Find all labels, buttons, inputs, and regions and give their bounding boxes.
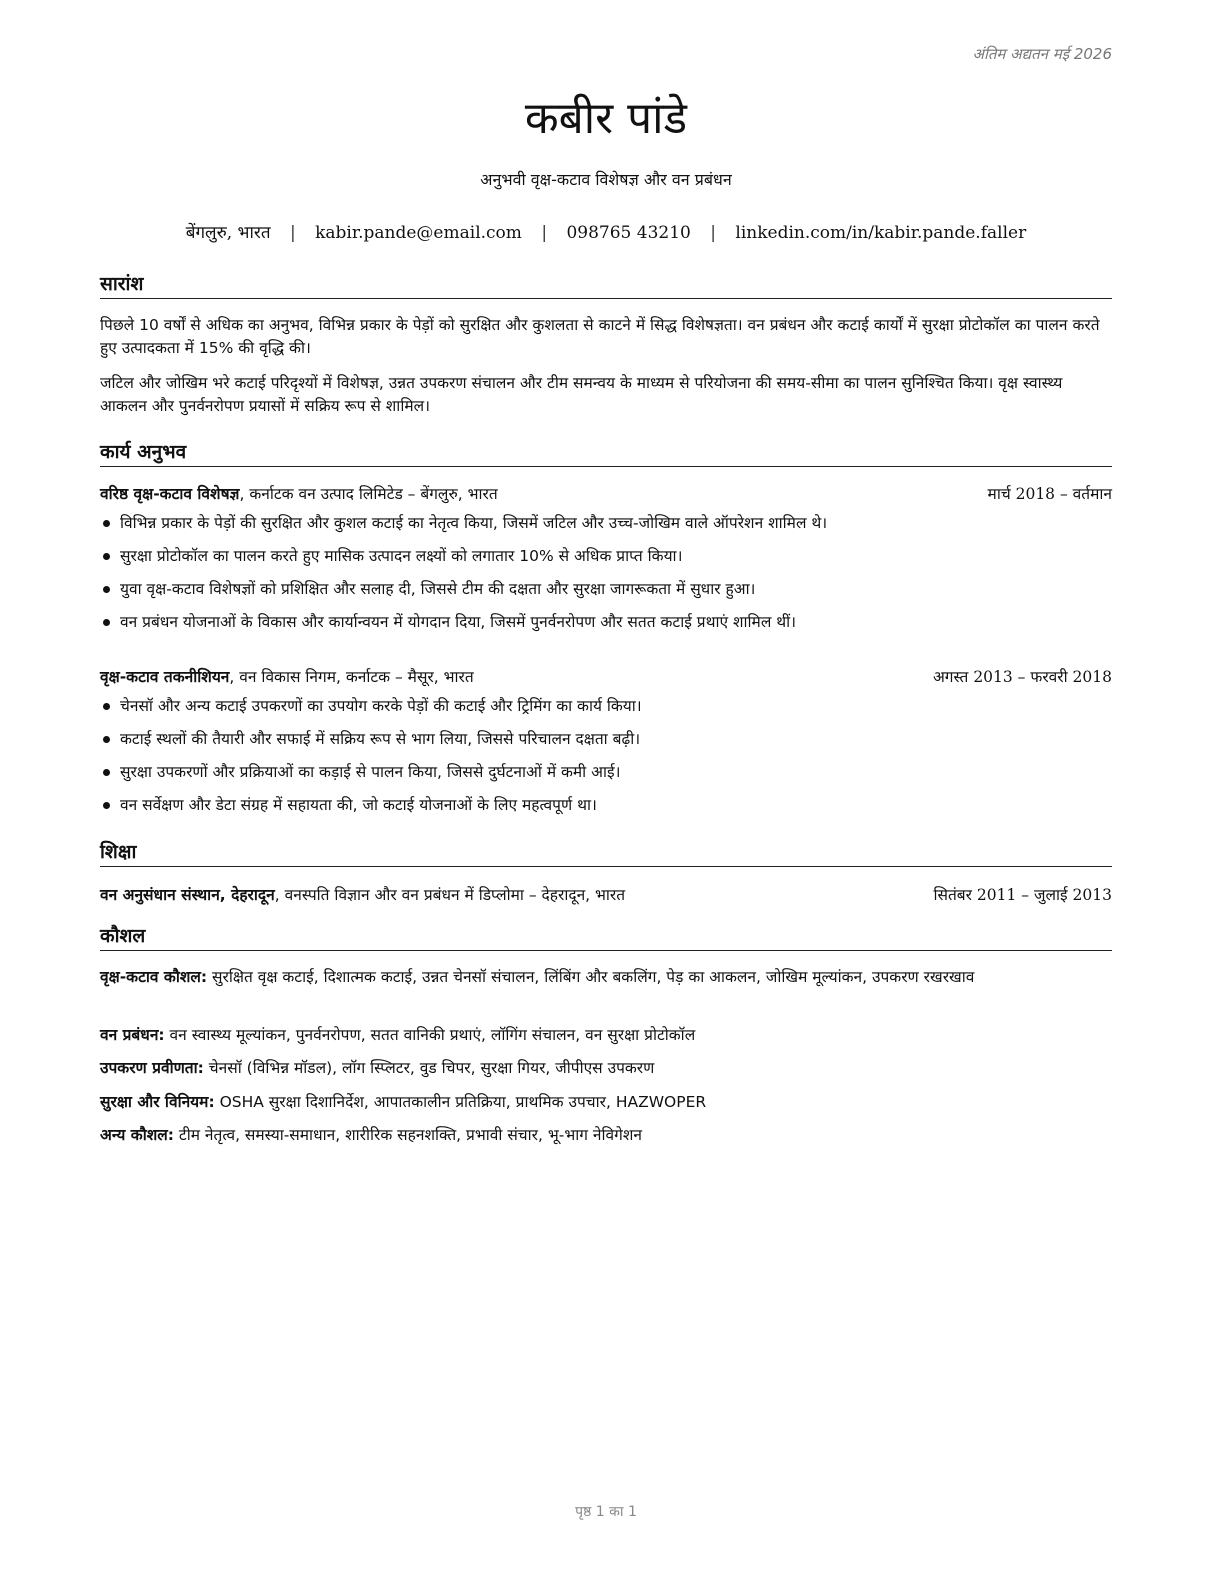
- bullet-text: कटाई स्थलों की तैयारी और सफाई में सक्रिय रूप से भाग लिया, जिससे परिचालन दक्षता बढ़ी।: [120, 730, 641, 748]
- skill-line: [100, 1057, 1112, 1080]
- education-institution: वन अनुसंधान संस्थान, देहरादून: [100, 886, 275, 904]
- bullet-text: वन प्रबंधन योजनाओं के विकास और कार्यान्वयन में योगदान दिया, जिसमें पुनर्वनरोपण और सतत कटाई प्रथाएं शामिल थीं।: [120, 613, 797, 631]
- job-role: वृक्ष-कटाव तकनीशियन: [100, 668, 230, 686]
- candidate-name: कबीर पांडे: [524, 93, 688, 144]
- skill-label: वन प्रबंधन:: [100, 1026, 165, 1044]
- bullet-text: विभिन्न प्रकार के पेड़ों की सुरक्षित और कुशल कटाई का नेतृत्व किया, जिसमें जटिल और उच्च-जोखिम वाले ऑपरेशन शामिल थे।: [120, 514, 828, 532]
- list-item: [100, 544, 1112, 577]
- bullet-text: सुरक्षा उपकरणों और प्रक्रियाओं का कड़ाई से पालन किया, जिससे दुर्घटनाओं में कमी आई।: [120, 763, 621, 781]
- list-item: [100, 577, 1112, 610]
- skill-value: वन स्वास्थ्य मूल्यांकन, पुनर्वनरोपण, सतत वानिकी प्रथाएं, लॉगिंग संचालन, वन सुरक्षा प्रोटोकॉल: [164, 1026, 696, 1044]
- skill-line: [100, 1124, 1112, 1147]
- list-item: [100, 727, 1112, 760]
- contact-email[interactable]: kabir.pande@email.com: [315, 223, 522, 243]
- contact-separator: |: [710, 223, 716, 243]
- bullet-icon: [103, 553, 110, 560]
- list-item: [100, 694, 1112, 727]
- skill-label: सुरक्षा और विनियम:: [100, 1093, 215, 1111]
- job-header: [100, 482, 1112, 506]
- contact-phone: 098765 43210: [566, 223, 691, 243]
- skill-line: [100, 1091, 1112, 1114]
- job-header: [100, 665, 1112, 689]
- bullet-icon: [103, 703, 110, 710]
- skill-line: [100, 966, 1112, 989]
- skill-value: टीम नेतृत्व, समस्या-समाधान, शारीरिक सहनशक्ति, प्रभावी संचार, भू-भाग नेविगेशन: [173, 1126, 643, 1144]
- last-updated: अंतिम अद्यतन मई 2026: [972, 45, 1112, 63]
- education-heading: शिक्षा: [100, 838, 1112, 867]
- job-organization: , कर्नाटक वन उत्पाद लिमिटेड – बेंगलुरु, भारत: [239, 485, 498, 503]
- summary-paragraph-2: जटिल और जोखिम भरे कटाई परिदृश्यों में विशेषज्ञ, उन्नत उपकरण संचालन और टीम समन्वय के माध्यम से परियोजना की समय-सीमा का पालन सुनिश्चित किया। वृक्ष स्वास्थ्य आकलन और पुनर्वनरोपण प्रयासों में सक्रिय रूप से शामिल।: [100, 374, 1063, 415]
- bullet-icon: [103, 586, 110, 593]
- skills-heading: कौशल: [100, 922, 1112, 951]
- contact-linkedin[interactable]: linkedin.com/in/kabir.pande.faller: [735, 223, 1027, 243]
- contact-line: [100, 220, 1112, 243]
- skill-line: [100, 1024, 1112, 1047]
- skill-label: अन्य कौशल:: [100, 1126, 174, 1144]
- summary-heading: सारांश: [100, 270, 1112, 299]
- job-bullets: [100, 511, 1112, 643]
- job-organization: , वन विकास निगम, कर्नाटक – मैसूर, भारत: [229, 668, 474, 686]
- summary-paragraph-1: पिछले 10 वर्षों से अधिक का अनुभव, विभिन्न प्रकार के पेड़ों को सुरक्षित और कुशलता से काटने में सिद्ध विशेषज्ञता। वन प्रबंधन और कटाई कार्यों में सुरक्षा प्रोटोकॉल का पालन करते हुए उत्पादकता में 15% की वृद्धि की।: [100, 316, 1100, 357]
- job-bullets: [100, 694, 1112, 826]
- bullet-icon: [103, 802, 110, 809]
- experience-heading: कार्य अनुभव: [100, 438, 1112, 467]
- page-number: पृष्ठ 1 का 1: [575, 1504, 637, 1520]
- bullet-icon: [103, 769, 110, 776]
- list-item: [100, 511, 1112, 544]
- skill-value: चेनसॉ (विभिन्न मॉडल), लॉग स्प्लिटर, वुड चिपर, सुरक्षा गियर, जीपीएस उपकरण: [203, 1059, 655, 1077]
- education-dates: सितंबर 2011 – जुलाई 2013: [933, 886, 1112, 904]
- bullet-icon: [103, 520, 110, 527]
- job-role: वरिष्ठ वृक्ष-कटाव विशेषज्ञ: [100, 485, 240, 503]
- bullet-text: चेनसॉ और अन्य कटाई उपकरणों का उपयोग करके पेड़ों की कटाई और ट्रिमिंग का कार्य किया।: [120, 697, 642, 715]
- list-item: [100, 760, 1112, 793]
- contact-location: बेंगलुरु, भारत: [185, 223, 271, 243]
- job-dates: मार्च 2018 – वर्तमान: [987, 485, 1112, 503]
- bullet-icon: [103, 736, 110, 743]
- education-program: , वनस्पति विज्ञान और वन प्रबंधन में डिप्लोमा – देहरादून, भारत: [274, 886, 626, 904]
- skill-label: उपकरण प्रवीणता:: [100, 1059, 204, 1077]
- list-item: [100, 610, 1112, 643]
- contact-separator: |: [541, 223, 548, 243]
- job-dates: अगस्त 2013 – फरवरी 2018: [932, 668, 1112, 686]
- skill-value: सुरक्षित वृक्ष कटाई, दिशात्मक कटाई, उन्नत चेनसॉ संचालन, लिंबिंग और बकलिंग, पेड़ का आकलन, जोखिम मूल्यांकन, उपकरण रखरखाव: [207, 968, 975, 986]
- list-item: [100, 793, 1112, 826]
- bullet-text: युवा वृक्ष-कटाव विशेषज्ञों को प्रशिक्षित और सलाह दी, जिससे टीम की दक्षता और सुरक्षा जागरूकता में सुधार हुआ।: [120, 580, 756, 598]
- bullet-text: सुरक्षा प्रोटोकॉल का पालन करते हुए मासिक उत्पादन लक्ष्यों को लगातार 10% से अधिक प्राप्त किया।: [120, 547, 683, 565]
- contact-separator: |: [289, 223, 296, 243]
- bullet-text: वन सर्वेक्षण और डेटा संग्रह में सहायता की, जो कटाई योजनाओं के लिए महत्वपूर्ण था।: [120, 796, 597, 814]
- skill-value: OSHA सुरक्षा दिशानिर्देश, आपातकालीन प्रतिक्रिया, प्राथमिक उपचार, HAZWOPER: [214, 1093, 707, 1111]
- skill-label: वृक्ष-कटाव कौशल:: [100, 968, 208, 986]
- headline: अनुभवी वृक्ष-कटाव विशेषज्ञ और वन प्रबंधन: [480, 170, 732, 189]
- resume-page: [100, 0, 1112, 1584]
- education-entry: [100, 883, 1112, 907]
- bullet-icon: [103, 619, 110, 626]
